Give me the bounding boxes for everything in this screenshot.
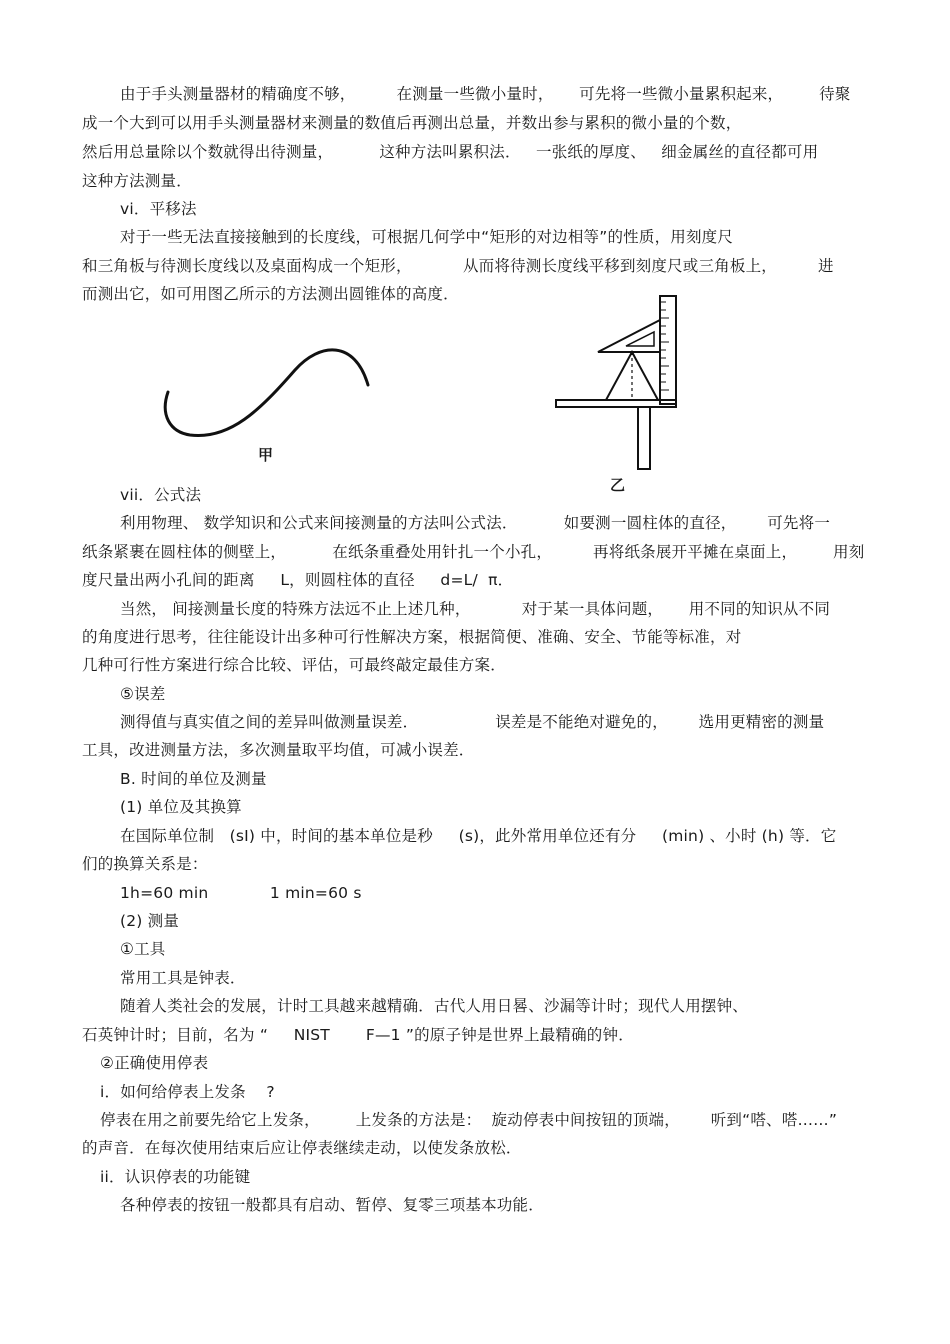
- text-line: 常用工具是钟表．: [120, 969, 246, 987]
- section-heading: ii．认识停表的功能键: [100, 1168, 251, 1186]
- figure-jia-label: 甲: [258, 446, 274, 464]
- text-line: 然后用总量除以个数就得出待测量， 这种方法叫累积法． 一张纸的厚度、 细金属丝的直径都可用: [82, 143, 819, 161]
- text-line: 在国际单位制 (sI) 中，时间的基本单位是秒 (s)，此外常用单位还有分 (min) 、小时 (h) 等．它: [120, 827, 837, 845]
- text-line: 的声音．在每次使用结束后应让停表继续走动，以使发条放松．: [82, 1139, 522, 1157]
- text-line: 当然， 间接测量长度的特殊方法远不止上述几种， 对于某一具体问题， 用不同的知识从不同: [120, 600, 831, 618]
- text-line: 而测出它，如可用图乙所示的方法测出圆锥体的高度．: [82, 285, 459, 303]
- text-line: 对于一些无法直接接触到的长度线，可根据几何学中“矩形的对边相等”的性质，用刻度尺: [120, 228, 734, 246]
- text-line: 度尺量出两小孔间的距离 L，则圆柱体的直径 d=L/ π．: [82, 571, 514, 589]
- text-line: 各种停表的按钮一般都具有启动、暂停、复零三项基本功能．: [120, 1196, 544, 1214]
- text-line: 几种可行性方案进行综合比较、评估，可最终敲定最佳方案．: [82, 656, 506, 674]
- text-line: 石英钟计时；目前，名为 “ NIST F—1 ”的原子钟是世界上最精确的钟．: [82, 1026, 634, 1044]
- section-heading: ⑤误差: [120, 685, 166, 703]
- text-line: 和三角板与待测长度线以及桌面构成一个矩形， 从而将待测长度线平移到刻度尺或三角板上， 进: [82, 257, 834, 275]
- text-line: 纸条紧裹在圆柱体的侧壁上， 在纸条重叠处用针扎一个小孔， 再将纸条展开平摊在桌面上， 用刻: [82, 543, 865, 561]
- text-line: 停表在用之前要先给它上发条， 上发条的方法是： 旋动停表中间按钮的顶端， 听到“嗒、嗒……”: [100, 1111, 838, 1129]
- section-heading: vii．公式法: [120, 486, 202, 504]
- section-heading: ②正确使用停表: [100, 1054, 209, 1072]
- formula-line: 1h=60 min 1 min=60 s: [120, 884, 362, 902]
- text-line: 成一个大到可以用手头测量器材来测量的数值后再测出总量，并数出参与累积的微小量的个数，: [82, 114, 742, 132]
- text-line: 利用物理、 数学知识和公式来间接测量的方法叫公式法． 如要测一圆柱体的直径， 可先将一: [120, 514, 831, 532]
- section-heading: (2) 测量: [120, 912, 180, 930]
- text-line: 的角度进行思考，往往能设计出多种可行性解决方案，根据简便、准确、安全、节能等标准，对: [82, 628, 742, 646]
- section-heading: i．如何给停表上发条 ?: [100, 1083, 275, 1101]
- section-heading: (1) 单位及其换算: [120, 798, 242, 816]
- text-line: 测得值与真实值之间的差异叫做测量误差． 误差是不能绝对避免的， 选用更精密的测量: [120, 713, 825, 731]
- text-line: 这种方法测量．: [82, 172, 192, 190]
- text-line: 由于手头测量器材的精确度不够， 在测量一些微小量时， 可先将一些微小量累积起来， 待聚: [120, 85, 851, 103]
- section-heading: ①工具: [120, 940, 166, 958]
- section-heading: vi．平移法: [120, 200, 197, 218]
- figure-yi-cone-measurement: [550, 290, 690, 480]
- text-line: 们的换算关系是：: [82, 855, 208, 873]
- text-line: 工具，改进测量方法，多次测量取平均值，可减小误差．: [82, 741, 475, 759]
- section-heading: B. 时间的单位及测量: [120, 770, 267, 788]
- text-line: 随着人类社会的发展，计时工具越来越精确．古代人用日晷、沙漏等计时；现代人用摆钟、: [120, 997, 749, 1015]
- figure-yi-label: 乙: [610, 476, 626, 494]
